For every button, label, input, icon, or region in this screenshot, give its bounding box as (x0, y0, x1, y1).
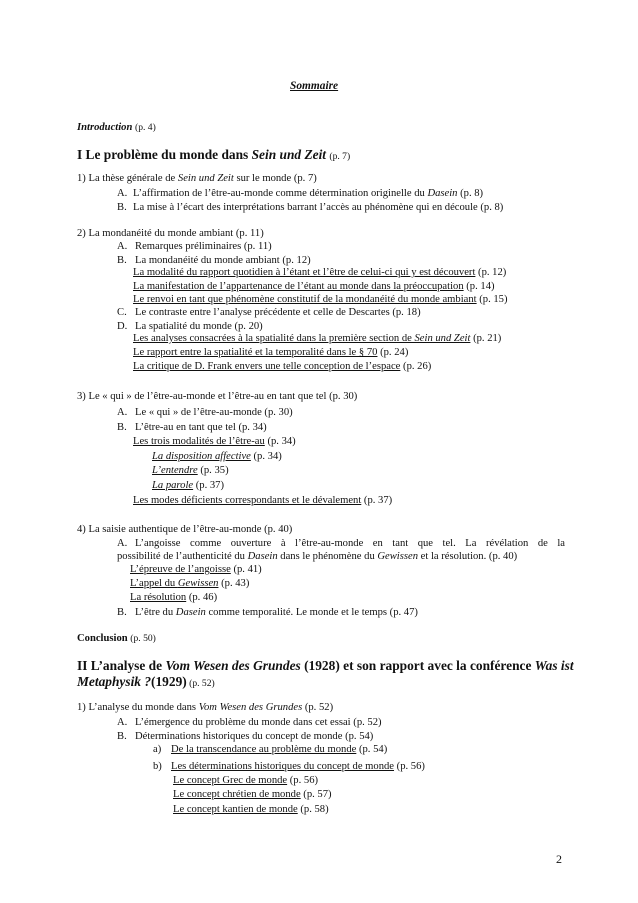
page-title: Sommaire (290, 80, 339, 92)
section-1-3-B-sub: Les trois modalités de l’être-au (p. 34) (133, 436, 296, 447)
section-1-4-A-sub2: L’appel du Gewissen (p. 43) (130, 578, 250, 589)
section-2-1-B-a: a) De la transcendance au problème du monde (p. 54) (153, 744, 388, 755)
section-2-1-B: B. Déterminations historiques du concept de monde (p. 54) (117, 731, 374, 742)
section-2-1-A: A. L’émergence du problème du monde dans cet essai (p. 52) (117, 717, 382, 728)
part2-heading-line1: II L’analyse de Vom Wesen des Grundes (1928) et son rapport avec la conférence Was ist (77, 658, 574, 673)
section-1-3-B: B. L’être-au en tant que tel (p. 34) (117, 422, 267, 433)
section-1-4: 4) La saisie authentique de l’être-au-monde (p. 40) (77, 524, 293, 535)
section-1-4-B: B. L’être du Dasein comme temporalité. Le monde et le temps (p. 47) (117, 607, 418, 618)
section-1-2-D: D. La spatialité du monde (p. 20) (117, 321, 263, 332)
section-1-2-B-sub3: Le renvoi en tant que phénomène constitutif de la mondanéité du monde ambiant (p. 15) (133, 294, 508, 305)
conclusion-entry: Conclusion (p. 50) (77, 633, 156, 644)
section-1-2-A: A. Remarques préliminaires (p. 11) (117, 241, 272, 252)
page-number: 2 (556, 852, 562, 866)
section-1-3-B-sub2: Les modes déficients correspondants et le dévalement (p. 37) (133, 495, 393, 506)
section-1-1: 1) La thèse générale de Sein und Zeit sur le monde (p. 7) (77, 173, 317, 184)
section-1-4-A-line2: possibilité de l’authenticité du Dasein dans le phénomène du Gewissen et la résolution. (p. 40) (117, 551, 518, 562)
section-1-2-C: C. Le contraste entre l’analyse précédente et celle de Descartes (p. 18) (117, 307, 421, 318)
section-1-1-B: B. La mise à l’écart des interprétations barrant l’accès au phénomène qui en découle (p. 8) (117, 202, 504, 213)
section-1-3-B-subsub1: La disposition affective (p. 34) (152, 451, 282, 462)
section-1-3: 3) Le « qui » de l’être-au-monde et l’être-au en tant que tel (p. 30) (77, 391, 358, 402)
section-1-3-A: A. Le « qui » de l’être-au-monde (p. 30) (117, 407, 293, 418)
section-1-2-D-sub1: Les analyses consacrées à la spatialité dans la première section de Sein und Zeit (p. 21) (133, 333, 502, 344)
section-1-1-A: A. L’affirmation de l’être-au-monde comme détermination originelle du Dasein (p. 8) (117, 188, 484, 199)
part1-heading: I Le problème du monde dans Sein und Zeit (p. 7) (77, 147, 351, 162)
section-1-4-A: A. L’angoisse comme ouverture à l’être-au-monde en tant que tel. La révélation de la (117, 538, 565, 549)
section-1-2-D-sub2: Le rapport entre la spatialité et la temporalité dans le § 70 (p. 24) (133, 347, 409, 358)
section-1-2-D-sub3: La critique de D. Frank envers une telle conception de l’espace (p. 26) (133, 361, 432, 372)
section-1-4-A-sub3: La résolution (p. 46) (130, 592, 218, 603)
introduction-entry: Introduction (p. 4) (77, 122, 156, 133)
section-1-3-B-subsub3: La parole (p. 37) (152, 480, 225, 491)
section-2-1-B-b: b) Les déterminations historiques du concept de monde (p. 56) (153, 761, 425, 772)
section-2-1: 1) L’analyse du monde dans Vom Wesen des Grundes (p. 52) (77, 702, 334, 713)
section-1-2-B-sub2: La manifestation de l’appartenance de l’étant au monde dans la préoccupation (p. 14) (133, 281, 495, 292)
section-2-1-B-b-sub3: Le concept kantien de monde (p. 58) (173, 804, 329, 815)
section-1-3-B-subsub2: L’entendre (p. 35) (152, 465, 229, 476)
section-1-4-A-sub1: L’épreuve de l’angoisse (p. 41) (130, 564, 262, 575)
section-1-2: 2) La mondanéité du monde ambiant (p. 11) (77, 228, 264, 239)
section-2-1-B-b-sub1: Le concept Grec de monde (p. 56) (173, 775, 319, 786)
section-2-1-B-b-sub2: Le concept chrétien de monde (p. 57) (173, 789, 332, 800)
part2-heading-line2: Metaphysik ?(1929) (p. 52) (77, 674, 215, 689)
section-1-2-B-sub1: La modalité du rapport quotidien à l’étant et l’être de celui-ci qui y est découvert (p. 12) (133, 267, 507, 278)
section-1-2-B: B. La mondanéité du monde ambiant (p. 12) (117, 255, 311, 266)
